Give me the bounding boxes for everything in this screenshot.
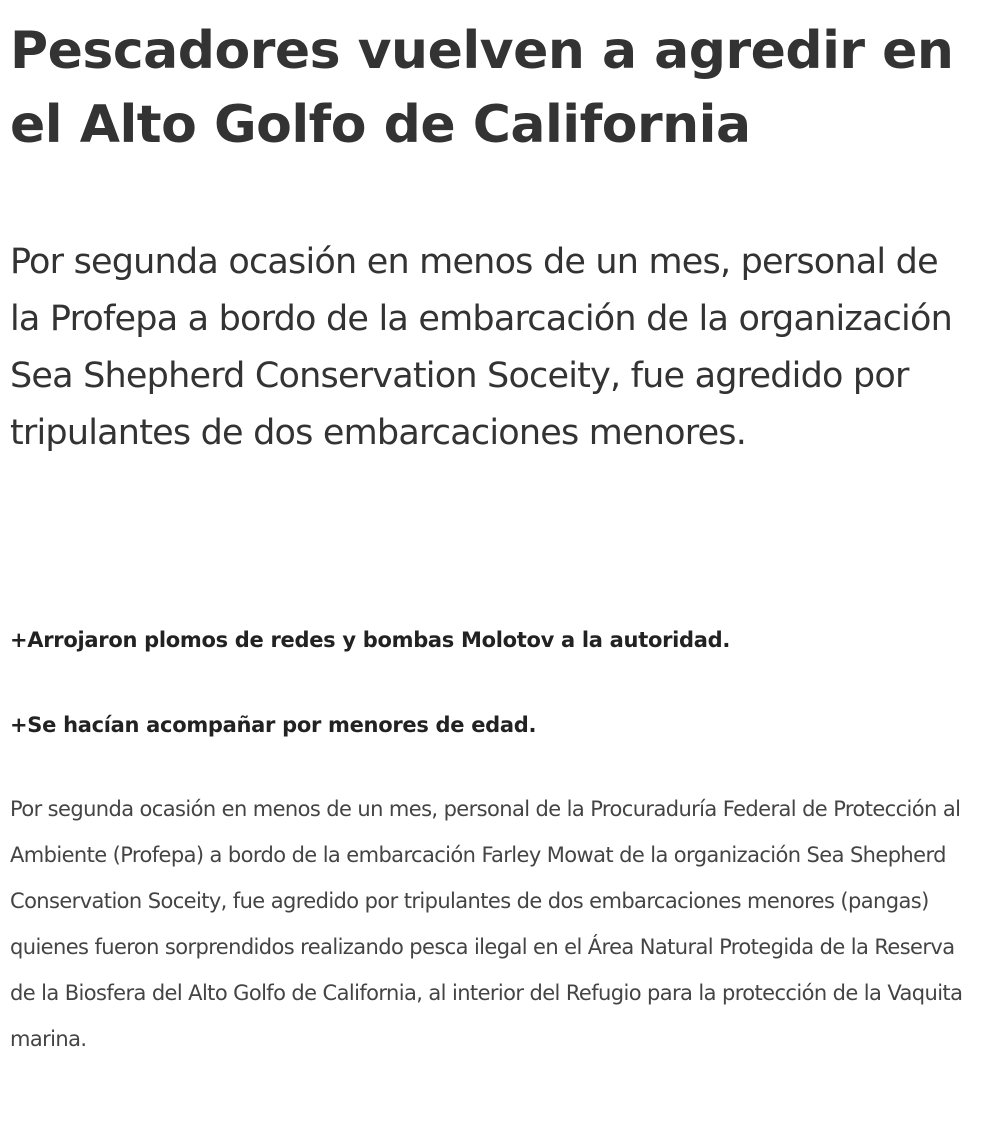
highlight-item: +Se hacían acompañar por menores de edad. bbox=[10, 713, 537, 737]
news-article bbox=[10, 0, 985, 1051]
article-headline: Pescadores vuelven a agredir en el Alto Golfo de California bbox=[10, 21, 954, 155]
article-body-paragraph: Por segunda ocasión en menos de un mes, personal de la Procuraduría Federal de Protección al Ambiente (Profepa) a bordo de la embarcación Farley Mowat de la organización Sea Shepherd Conservation Soceity, fue agredido por tripulantes de dos embarcaciones menores (pangas) quienes fueron sorprendidos realizando pesca ilegal en el Área Natural Protegida de la Reserva de la Biosfera del Alto Golfo de California, al interior del Refugio para la protección de la Vaquita marina. bbox=[10, 797, 963, 1051]
highlight-item: +Arrojaron plomos de redes y bombas Molotov a la autoridad. bbox=[10, 628, 731, 652]
article-lead: Por segunda ocasión en menos de un mes, personal de la Profepa a bordo de la embarcación de la organización Sea Shepherd Conservation Soceity, fue agredido por tripulantes de dos embarcaciones menores. bbox=[10, 242, 952, 453]
